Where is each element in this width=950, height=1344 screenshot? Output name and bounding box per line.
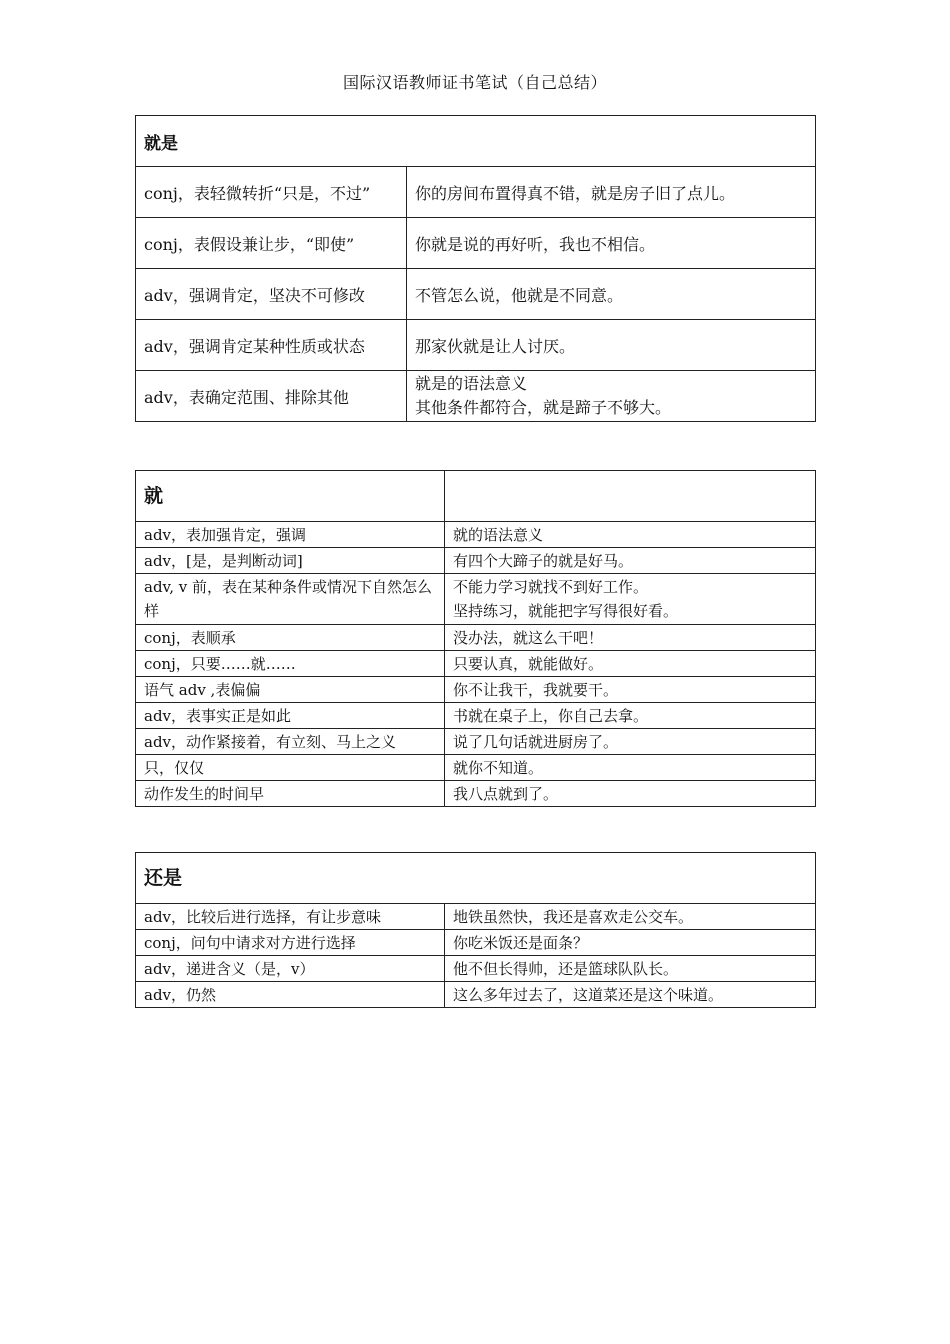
example-line: 其他条件都符合，就是蹄子不够大。 (415, 398, 672, 417)
usage-cell: adv，比较后进行选择，有让步意味 (136, 904, 445, 930)
table-jiushi (135, 115, 816, 422)
example-cell (445, 574, 816, 625)
usage-cell: 只，仅仅 (136, 755, 445, 781)
usage-cell: adv，表确定范围、排除其他 (136, 371, 407, 422)
usage-cell: adv，强调肯定，坚决不可修改 (136, 269, 407, 320)
example-cell: 就你不知道。 (445, 755, 816, 781)
example-cell: 他不但长得帅，还是篮球队队长。 (445, 956, 816, 982)
table-row (136, 218, 816, 269)
example-line: 坚持练习，就能把字写得很好看。 (453, 602, 679, 620)
table-row (136, 320, 816, 371)
table-row (136, 269, 816, 320)
table-row (136, 755, 816, 781)
table-row (136, 574, 816, 625)
table-row (136, 677, 816, 703)
example-cell: 书就在桌子上，你自己去拿。 (445, 703, 816, 729)
usage-cell: adv，强调肯定某种性质或状态 (136, 320, 407, 371)
usage-cell: conj，表轻微转折“只是，不过” (136, 167, 407, 218)
table-row (136, 781, 816, 807)
example-cell: 我八点就到了。 (445, 781, 816, 807)
table-row (136, 522, 816, 548)
table-row (136, 548, 816, 574)
usage-cell: conj，只要……就…… (136, 651, 445, 677)
table-title-empty (445, 471, 816, 522)
table-row (136, 930, 816, 956)
usage-cell: adv，仍然 (136, 982, 445, 1008)
example-cell: 你吃米饭还是面条？ (445, 930, 816, 956)
table-title: 就 (136, 471, 445, 522)
example-cell: 只要认真，就能做好。 (445, 651, 816, 677)
example-cell: 你不让我干，我就要干。 (445, 677, 816, 703)
table-jiu (135, 470, 816, 807)
table-row (136, 167, 816, 218)
table-haishi (135, 852, 816, 1008)
example-cell: 不管怎么说，他就是不同意。 (407, 269, 816, 320)
example-cell: 那家伙就是让人讨厌。 (407, 320, 816, 371)
table-row (136, 651, 816, 677)
example-cell: 有四个大蹄子的就是好马。 (445, 548, 816, 574)
usage-cell: conj，表顺承 (136, 625, 445, 651)
table-title: 还是 (136, 853, 816, 904)
usage-cell: adv，动作紧接着，有立刻、马上之义 (136, 729, 445, 755)
usage-cell: 语气 adv ,表偏偏 (136, 677, 445, 703)
table-row (136, 371, 816, 422)
usage-cell: 动作发生的时间早 (136, 781, 445, 807)
usage-cell: adv，表加强肯定，强调 (136, 522, 445, 548)
table-row (136, 729, 816, 755)
table-row (136, 982, 816, 1008)
usage-cell: adv，[是，是判断动词] (136, 548, 445, 574)
table-row (136, 904, 816, 930)
table-row (136, 956, 816, 982)
example-cell: 就的语法意义 (445, 522, 816, 548)
example-cell: 你就是说的再好听，我也不相信。 (407, 218, 816, 269)
usage-cell: conj，表假设兼让步，“即使” (136, 218, 407, 269)
example-cell: 说了几句话就进厨房了。 (445, 729, 816, 755)
page-header-title: 国际汉语教师证书笔试（自己总结） (342, 73, 607, 92)
table-title: 就是 (136, 116, 816, 167)
usage-cell: adv，递进含义（是，v） (136, 956, 445, 982)
example-line: 就是的语法意义 (415, 374, 528, 393)
example-cell (407, 371, 816, 422)
example-cell: 这么多年过去了，这道菜还是这个味道。 (445, 982, 816, 1008)
usage-cell: adv，表事实正是如此 (136, 703, 445, 729)
table-row (136, 703, 816, 729)
example-cell: 地铁虽然快，我还是喜欢走公交车。 (445, 904, 816, 930)
example-cell: 你的房间布置得真不错，就是房子旧了点儿。 (407, 167, 816, 218)
usage-cell: conj，问句中请求对方进行选择 (136, 930, 445, 956)
usage-cell: adv, v 前，表在某种条件或情况下自然怎么样 (136, 574, 445, 625)
table-row (136, 625, 816, 651)
example-line: 不能力学习就找不到好工作。 (453, 578, 649, 596)
example-cell: 没办法，就这么干吧！ (445, 625, 816, 651)
